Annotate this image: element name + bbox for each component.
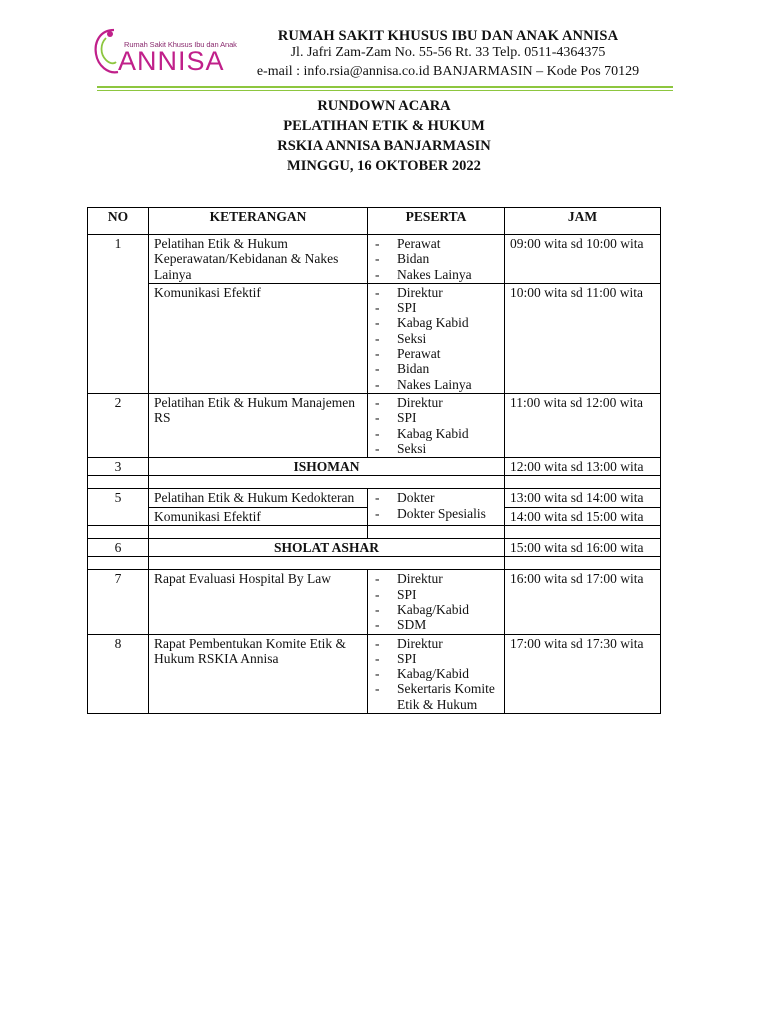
list-item: - SPI xyxy=(373,587,499,602)
hospital-name: RUMAH SAKIT KHUSUS IBU DAN ANAK ANNISA xyxy=(277,28,619,44)
list-item: - Seksi xyxy=(373,441,499,456)
row-keterangan: Rapat Pembentukan Komite Etik & Hukum RSKIA Annisa xyxy=(149,634,368,713)
header-peserta: PESERTA xyxy=(368,208,505,235)
table-row xyxy=(88,283,661,393)
row-peserta xyxy=(368,283,505,393)
list-item: - Direktur xyxy=(373,395,499,410)
list-item: - Perawat xyxy=(373,346,499,361)
logo-big-text: ANNISA xyxy=(118,46,225,76)
hospital-email-line: e-mail : info.rsia@annisa.co.id BANJARMASIN – Kode Pos 70129 xyxy=(256,64,640,79)
header-no: NO xyxy=(88,208,149,235)
row-jam: 11:00 wita sd 12:00 wita xyxy=(505,393,661,457)
document-titles xyxy=(0,96,768,176)
row-no: 2 xyxy=(88,393,149,457)
row-peserta xyxy=(368,235,505,284)
list-item: - Nakes Lainya xyxy=(373,267,499,282)
row-no: 8 xyxy=(88,634,149,713)
table-gap-row xyxy=(88,526,661,539)
row-jam: 14:00 wita sd 15:00 wita xyxy=(505,507,661,525)
list-item: - Dokter xyxy=(373,490,499,505)
table-row xyxy=(88,489,661,507)
row-peserta xyxy=(368,393,505,457)
table-row xyxy=(88,393,661,457)
list-item: - Nakes Lainya xyxy=(373,377,499,392)
list-item: - Kabag/Kabid xyxy=(373,666,499,681)
row-jam: 17:00 wita sd 17:30 wita xyxy=(505,634,661,713)
title-line-3: RSKIA ANNISA BANJARMASIN xyxy=(277,138,491,154)
row-no: 1 xyxy=(88,235,149,394)
row-keterangan: Pelatihan Etik & Hukum Manajemen RS xyxy=(149,393,368,457)
header-jam: JAM xyxy=(505,208,661,235)
list-item: - Kabag/Kabid xyxy=(373,602,499,617)
row-jam: 16:00 wita sd 17:00 wita xyxy=(505,570,661,634)
list-item: - Kabag Kabid xyxy=(373,426,499,441)
title-line-2: PELATIHAN ETIK & HUKUM xyxy=(283,118,485,134)
header-keterangan: KETERANGAN xyxy=(149,208,368,235)
title-line-4: MINGGU, 16 OKTOBER 2022 xyxy=(287,158,481,174)
list-item: - Bidan xyxy=(373,251,499,266)
row-peserta xyxy=(368,570,505,634)
row-keterangan: Rapat Evaluasi Hospital By Law xyxy=(149,570,368,634)
table-row xyxy=(88,235,661,284)
row-keterangan: Komunikasi Efektif xyxy=(149,283,368,393)
title-line-1: RUNDOWN ACARA xyxy=(317,98,451,114)
table-gap-row xyxy=(88,557,661,570)
list-item: - SPI xyxy=(373,651,499,666)
table-row xyxy=(88,458,661,476)
row-no: 3 xyxy=(88,458,149,476)
row-peserta xyxy=(368,489,505,526)
row-break-label: SHOLAT ASHAR xyxy=(149,539,505,557)
table-gap-row xyxy=(88,476,661,489)
list-item: - Bidan xyxy=(373,361,499,376)
table-header-row xyxy=(88,208,661,235)
list-item: - Dokter Spesialis xyxy=(373,506,499,521)
row-keterangan: Pelatihan Etik & Hukum Kedokteran xyxy=(149,489,368,507)
row-no: 7 xyxy=(88,570,149,634)
list-item: - SPI xyxy=(373,410,499,425)
row-keterangan: Pelatihan Etik & Hukum Keperawatan/Kebidanan & Nakes Lainya xyxy=(149,235,368,284)
header-divider xyxy=(97,86,673,88)
list-item: - Seksi xyxy=(373,331,499,346)
logo-small-text: Rumah Sakit Khusus Ibu dan Anak xyxy=(124,40,237,49)
hospital-logo xyxy=(92,24,237,80)
hospital-address: Jl. Jafri Zam-Zam No. 55-56 Rt. 33 Telp. 0511-4364375 xyxy=(290,45,606,60)
table-row xyxy=(88,634,661,713)
row-keterangan: Komunikasi Efektif xyxy=(149,507,368,525)
table-row xyxy=(88,570,661,634)
table-row xyxy=(88,539,661,557)
row-no: 6 xyxy=(88,539,149,557)
row-peserta xyxy=(368,634,505,713)
list-item: - SPI xyxy=(373,300,499,315)
list-item: - Kabag Kabid xyxy=(373,315,499,330)
row-jam: 13:00 wita sd 14:00 wita xyxy=(505,489,661,507)
row-jam: 15:00 wita sd 16:00 wita xyxy=(505,539,661,557)
row-break-label: ISHOMAN xyxy=(149,458,505,476)
row-jam: 09:00 wita sd 10:00 wita xyxy=(505,235,661,284)
rundown-table xyxy=(87,207,661,714)
row-no: 5 xyxy=(88,489,149,526)
list-item: - Perawat xyxy=(373,236,499,251)
row-jam: 10:00 wita sd 11:00 wita xyxy=(505,283,661,393)
header-divider-thin xyxy=(97,90,673,91)
row-jam: 12:00 wita sd 13:00 wita xyxy=(505,458,661,476)
list-item: - SDM xyxy=(373,617,499,632)
list-item: - Direktur xyxy=(373,285,499,300)
list-item: - Sekertaris Komite Etik & Hukum xyxy=(373,681,499,712)
list-item: - Direktur xyxy=(373,571,499,586)
list-item: - Direktur xyxy=(373,636,499,651)
letterhead xyxy=(0,0,768,95)
